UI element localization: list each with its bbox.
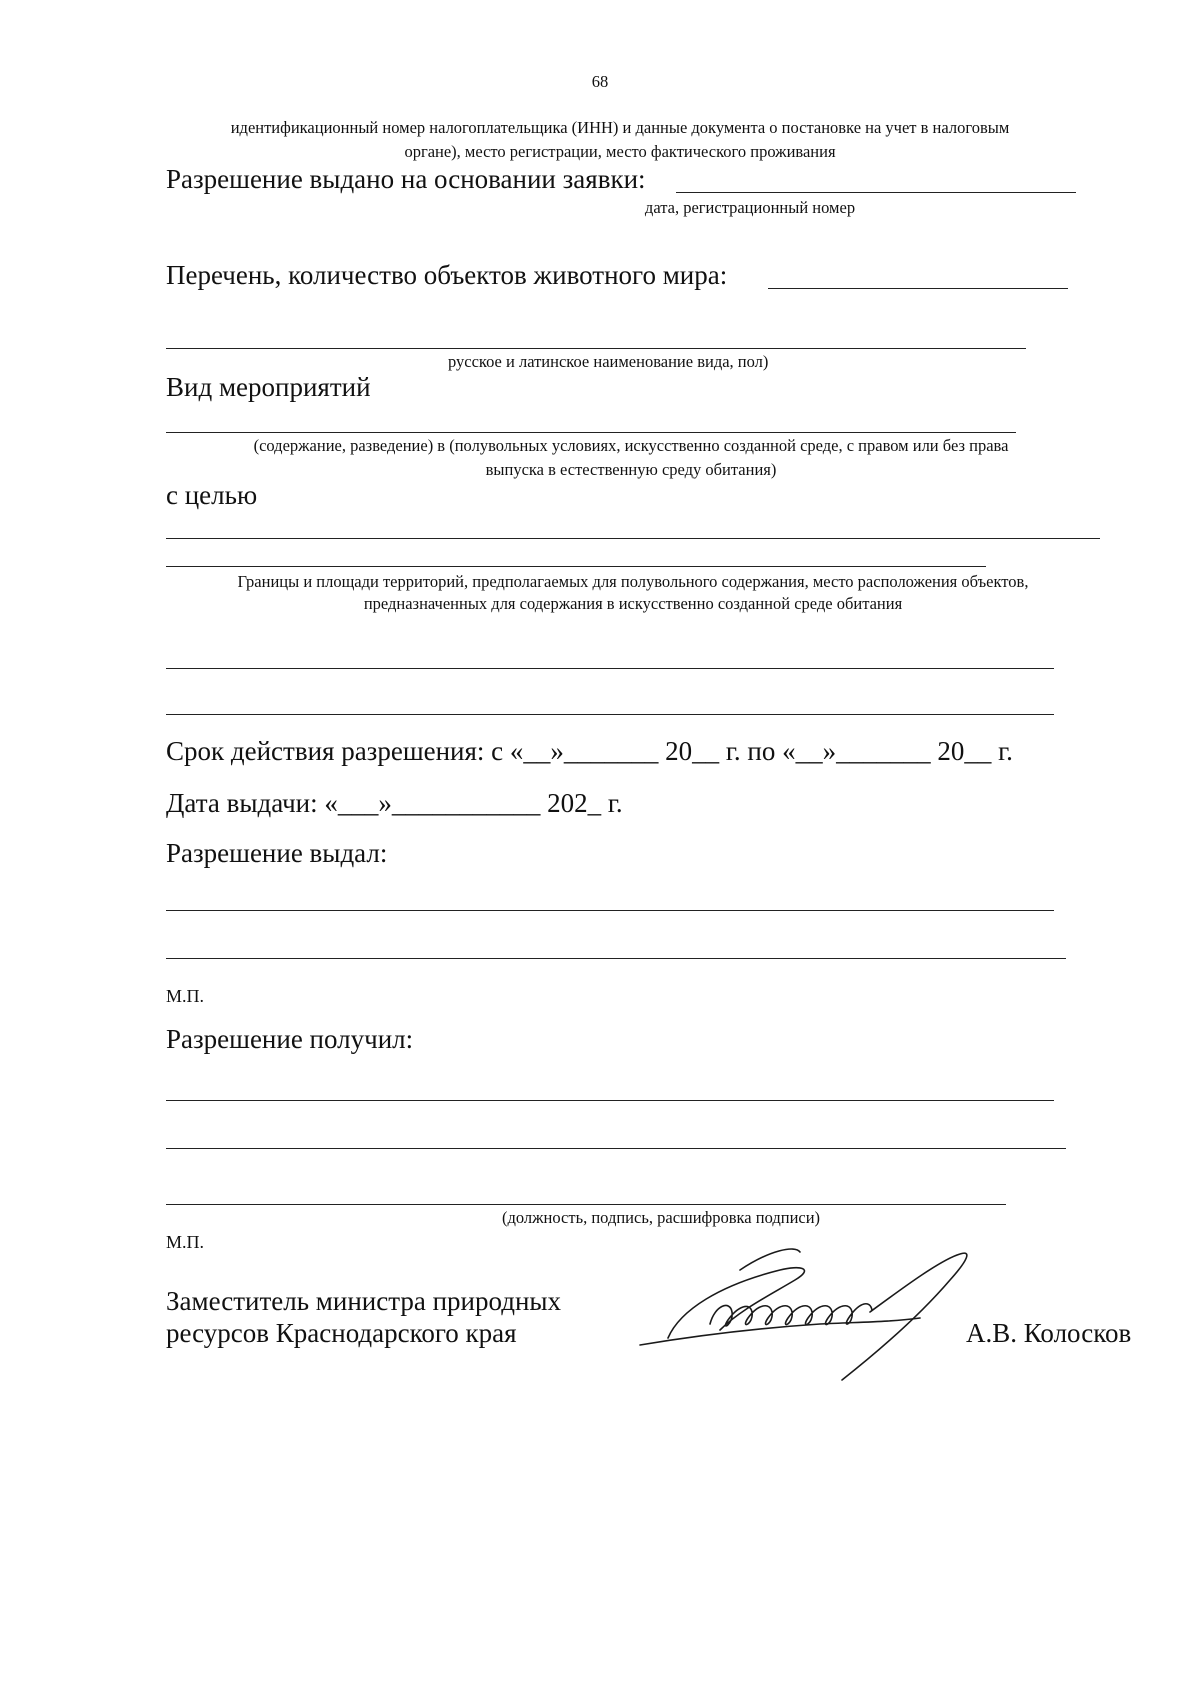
stamp-label-1: М.П.: [166, 986, 205, 1006]
page-number: 68: [591, 72, 609, 91]
signer-position-line2: ресурсов Краснодарского края: [166, 1318, 517, 1348]
objects-label: Перечень, количество объектов животного мира:: [166, 260, 728, 290]
handwritten-signature: [620, 1240, 1040, 1390]
issued-by-line-1: [166, 910, 1054, 911]
stamp-label-2: М.П.: [166, 1232, 205, 1252]
activity-hint-line2: выпуска в естественную среду обитания): [485, 460, 777, 479]
territory-hint-line1: Границы и площади территорий, предполагаемых для полувольного содержания, место расположения объектов,: [237, 572, 1029, 591]
territory-line: [166, 566, 986, 567]
received-by-label: Разрешение получил:: [166, 1024, 414, 1054]
application-label: Разрешение выдано на основании заявки:: [166, 164, 646, 194]
issued-by-label: Разрешение выдал:: [166, 838, 388, 868]
activity-hint-line1: (содержание, разведение) в (полувольных условиях, искусственно созданной среде, с правом или без права: [253, 436, 1009, 455]
purpose-line: [166, 538, 1100, 539]
signer-position-line1: Заместитель министра природных: [166, 1286, 562, 1316]
issue-date-text: Дата выдачи: «___»___________ 202_ г.: [166, 788, 623, 818]
signer-name: А.В. Колосков: [966, 1318, 1132, 1348]
received-by-line-1: [166, 1100, 1054, 1101]
purpose-label: с целью: [166, 480, 258, 510]
objects-hint: русское и латинское наименование вида, пол): [448, 352, 769, 371]
application-field-line: [676, 192, 1076, 193]
validity-text: Срок действия разрешения: с «__»_______ 20__ г. по «__»_______ 20__ г.: [166, 736, 1013, 766]
top-note-line2: органе), место регистрации, место фактического проживания: [404, 142, 836, 161]
signature-hint: (должность, подпись, расшифровка подписи): [502, 1208, 821, 1227]
application-hint: дата, регистрационный номер: [644, 198, 856, 217]
top-note-line1: идентификационный номер налогоплательщика (ИНН) и данные документа о постановке на учет в налоговым: [230, 118, 1010, 137]
territory-hint-line2: предназначенных для содержания в искусственно созданной среде обитания: [363, 594, 903, 613]
territory-blank-line-1: [166, 668, 1054, 669]
objects-line: [166, 348, 1026, 349]
activity-label: Вид мероприятий: [166, 372, 371, 402]
objects-field-line: [768, 288, 1068, 289]
received-by-line-2: [166, 1148, 1066, 1149]
activity-line: [166, 432, 1016, 433]
territory-blank-line-2: [166, 714, 1054, 715]
signature-line: [166, 1204, 1006, 1205]
issued-by-line-2: [166, 958, 1066, 959]
